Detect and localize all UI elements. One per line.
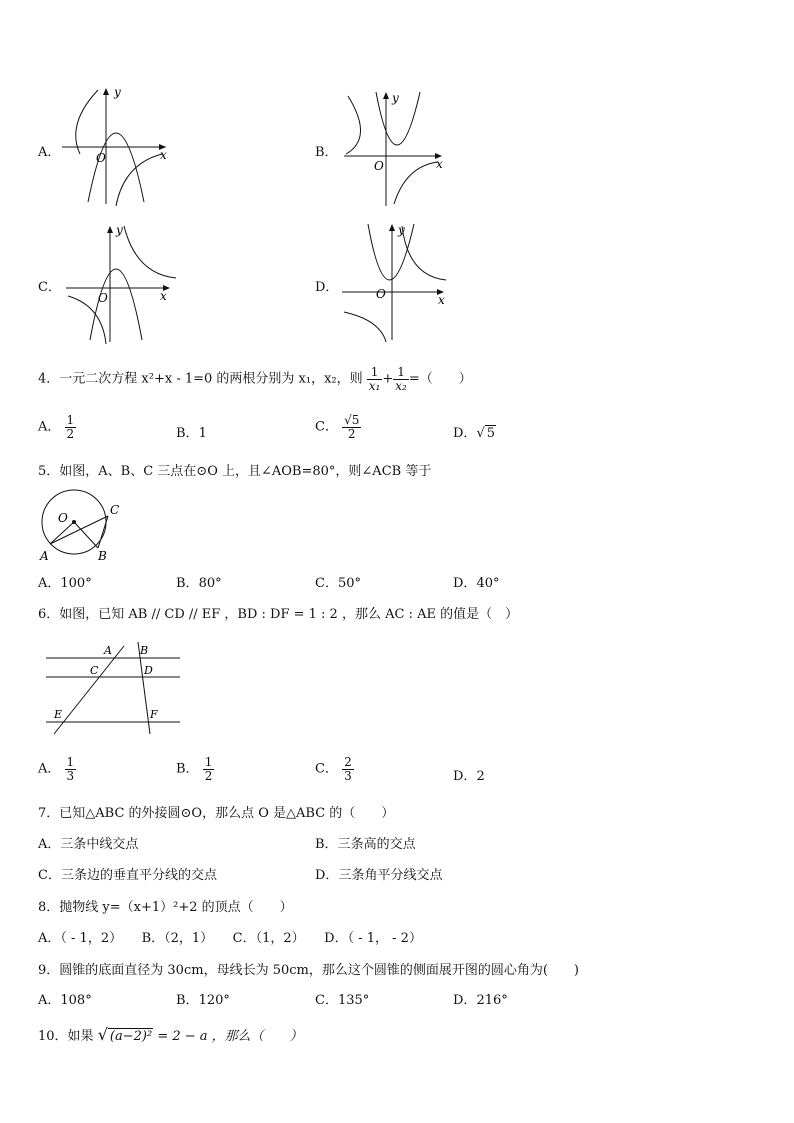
q5-option-d[interactable]: D．40° bbox=[453, 576, 500, 591]
q9-option-c[interactable]: C．135° bbox=[315, 993, 370, 1008]
q3-graph-a bbox=[58, 84, 178, 209]
q3-option-b-label[interactable]: B． bbox=[315, 145, 338, 160]
svg-text:O: O bbox=[58, 511, 68, 525]
svg-text:B: B bbox=[98, 549, 107, 563]
q7-option-a[interactable]: A．三条中线交点 bbox=[38, 837, 139, 852]
svg-text:C: C bbox=[90, 664, 99, 677]
q6-option-c[interactable]: C． $\frac{2}{3}$ bbox=[315, 755, 352, 783]
svg-text:E: E bbox=[54, 708, 63, 721]
q3b-axis-y: y bbox=[392, 91, 399, 105]
q3d-axis-y: y bbox=[398, 223, 405, 237]
q10-stem: 10．如果 √ (a−2)² = 2 − a ，那么（ ） bbox=[38, 1025, 303, 1044]
q5-option-b[interactable]: B．80° bbox=[176, 576, 222, 591]
q6-parallel-lines-figure bbox=[40, 638, 184, 738]
q4-option-b[interactable]: B．1 bbox=[176, 426, 207, 441]
q5-option-c[interactable]: C．50° bbox=[315, 576, 361, 591]
q9-option-d[interactable]: D．216° bbox=[453, 993, 508, 1008]
svg-text:C: C bbox=[110, 503, 120, 517]
q4-option-d[interactable]: D．√ 5 bbox=[453, 426, 496, 441]
q3c-axis-x: x bbox=[160, 289, 167, 303]
svg-text:F: F bbox=[150, 708, 158, 721]
q9-option-b[interactable]: B．120° bbox=[176, 993, 230, 1008]
q4-fraction-2: $\frac{1}{\text{x₂}}$ bbox=[395, 365, 407, 393]
q3d-axis-x: x bbox=[438, 293, 445, 307]
svg-text:A: A bbox=[40, 549, 49, 563]
q7-option-d[interactable]: D．三条角平分线交点 bbox=[315, 868, 443, 883]
q9-stem: 9．圆锥的底面直径为 30cm，母线长为 50cm，那么这个圆锥的侧面展开图的圆心角为( ) bbox=[38, 963, 579, 978]
q6-option-a[interactable]: A． $\frac{1}{3}$ bbox=[38, 755, 75, 783]
q4-option-a[interactable]: A． $\frac{1}{2}$ bbox=[38, 413, 75, 441]
q7-option-c[interactable]: C．三条边的垂直平分线的交点 bbox=[38, 868, 217, 883]
q6-option-d[interactable]: D．2 bbox=[453, 769, 485, 784]
q3-option-a-label[interactable]: A． bbox=[38, 145, 61, 160]
q3-option-c-label[interactable]: C． bbox=[38, 280, 61, 295]
q3c-origin: O bbox=[98, 291, 108, 305]
q3d-origin: O bbox=[376, 287, 386, 301]
q3b-axis-x: x bbox=[436, 157, 443, 171]
q8-options[interactable]: A．（ - 1，2） B．（2，1） C．（1，2） D．（ - 1， - 2） bbox=[38, 931, 422, 946]
svg-text:D: D bbox=[144, 664, 153, 677]
q9-option-a[interactable]: A．108° bbox=[38, 993, 92, 1008]
q3a-axis-x: x bbox=[160, 148, 167, 162]
q3a-origin: O bbox=[96, 151, 106, 165]
q5-option-a[interactable]: A．100° bbox=[38, 576, 92, 591]
q3a-axis-y: y bbox=[114, 85, 121, 99]
q3-graph-b bbox=[338, 88, 450, 208]
q3b-origin: O bbox=[374, 159, 384, 173]
q4-fraction-1: $\frac{1}{\text{x₁}}$ bbox=[368, 365, 381, 393]
q4-stem: 4．一元二次方程 x²+x - 1=0 的两根分别为 x₁，x₂，则 $\frac{1}{\text{x₁}}$ + $\frac{1}{\text{x₂}}$ =（ ） bbox=[38, 365, 472, 393]
q7-stem: 7．已知△ABC 的外接圆⊙O，那么点 O 是△ABC 的（ ） bbox=[38, 806, 395, 821]
q3-graph-d bbox=[338, 220, 454, 342]
svg-text:B: B bbox=[140, 644, 149, 657]
q4-option-c[interactable]: C． $\frac{√5}{2}$ bbox=[315, 413, 360, 441]
q6-stem: 6．如图，已知 AB // CD // EF ，BD : DF = 1 : 2 ，那么 AC : AE 的值是（ ） bbox=[38, 607, 519, 622]
q6-option-b[interactable]: B． $\frac{1}{2}$ bbox=[176, 755, 213, 783]
q7-option-b[interactable]: B．三条高的交点 bbox=[315, 837, 416, 852]
q3-option-d-label[interactable]: D． bbox=[315, 280, 339, 295]
q5-stem: 5．如图，A、B、C 三点在⊙O 上，且∠AOB=80°，则∠ACB 等于 bbox=[38, 464, 432, 479]
q8-stem: 8．抛物线 y=（x+1）²+2 的顶点（ ） bbox=[38, 900, 293, 915]
q3-graph-c bbox=[62, 222, 180, 344]
q3c-axis-y: y bbox=[116, 223, 123, 237]
q5-circle-figure bbox=[34, 486, 130, 564]
svg-text:A: A bbox=[104, 644, 112, 657]
